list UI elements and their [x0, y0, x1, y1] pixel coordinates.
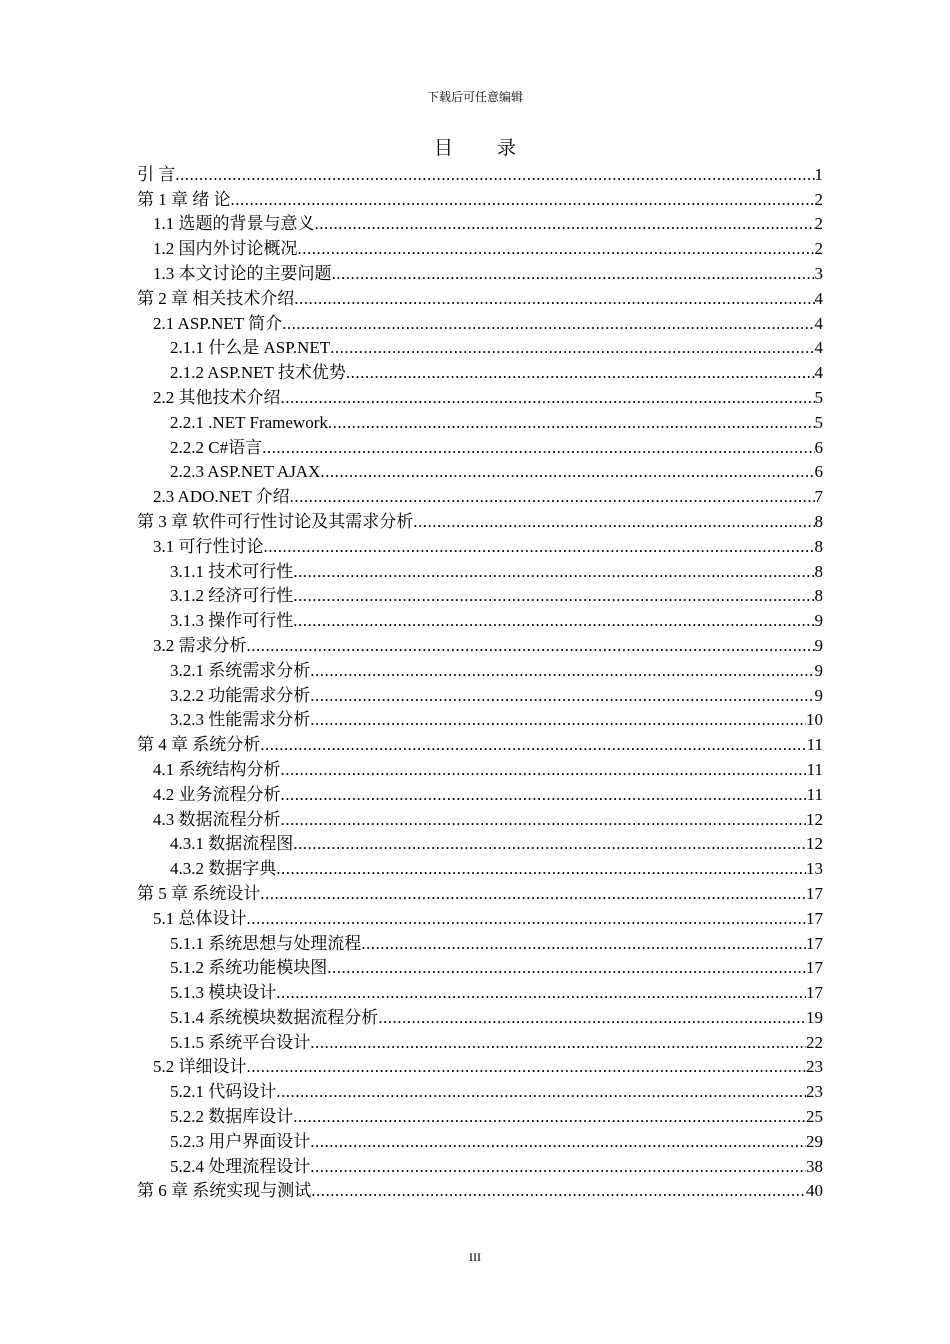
toc-entry[interactable] [137, 1103, 823, 1128]
toc-entry[interactable] [137, 806, 823, 831]
toc-entry[interactable] [137, 905, 823, 930]
toc-entry-label: 4.2 业务流程分析 [153, 784, 281, 804]
toc-entry[interactable] [137, 508, 823, 533]
toc-entry-page: 4 [814, 288, 823, 308]
toc-entry-page: 5 [814, 387, 823, 407]
toc-dot-leader [361, 933, 806, 955]
toc-entry[interactable] [137, 979, 823, 1004]
toc-entry-page: 12 [806, 809, 823, 829]
toc-entry-page: 1 [814, 164, 823, 184]
toc-entry[interactable] [137, 186, 823, 211]
toc-entry-page: 11 [806, 735, 823, 755]
toc-dot-leader [276, 1081, 806, 1103]
toc-entry-label: 2.1.1 什么是 ASP.NET [170, 338, 331, 358]
toc-dot-leader [290, 486, 815, 508]
toc-entry-page: 3 [814, 263, 823, 283]
toc-entry-page: 9 [814, 635, 823, 655]
toc-entry-page: 6 [814, 462, 823, 482]
toc-entry-page: 8 [814, 561, 823, 581]
toc-entry-page: 17 [806, 983, 823, 1003]
toc-entry-page: 9 [814, 611, 823, 631]
toc-dot-leader [328, 412, 815, 434]
toc-entry-label: 5.1.2 系统功能模块图 [170, 958, 328, 978]
table-of-contents [137, 161, 823, 1202]
toc-dot-leader [378, 1007, 806, 1029]
toc-entry[interactable] [137, 880, 823, 905]
toc-entry-label: 引 言 [137, 164, 176, 184]
toc-dot-leader [294, 288, 814, 310]
toc-entry[interactable] [137, 459, 823, 484]
toc-entry[interactable] [137, 1128, 823, 1153]
toc-dot-leader [311, 1180, 806, 1202]
toc-entry-page: 11 [806, 784, 823, 804]
toc-entry-label: 第 2 章 相关技术介绍 [137, 288, 295, 308]
toc-entry-page: 23 [806, 1082, 823, 1102]
toc-entry-label: 2.1.2 ASP.NET 技术优势 [170, 363, 346, 383]
toc-entry[interactable] [137, 335, 823, 360]
toc-entry-label: 2.1 ASP.NET 简介 [153, 313, 283, 333]
toc-entry-label: 4.3.2 数据字典 [170, 859, 277, 879]
toc-entry-page: 9 [814, 660, 823, 680]
toc-entry-page: 4 [814, 338, 823, 358]
toc-entry-label: 5.2.3 用户界面设计 [170, 1131, 311, 1151]
toc-entry-label: 4.3 数据流程分析 [153, 809, 281, 829]
toc-dot-leader [293, 610, 814, 632]
toc-dot-leader [332, 263, 815, 285]
toc-entry[interactable] [137, 211, 823, 236]
toc-entry-page: 13 [806, 859, 823, 879]
toc-entry-page: 38 [806, 1156, 823, 1176]
toc-entry-label: 1.3 本文讨论的主要问题 [153, 263, 332, 283]
toc-dot-leader [262, 437, 814, 459]
toc-entry-page: 9 [814, 685, 823, 705]
toc-dot-leader [231, 189, 815, 211]
toc-dot-leader [281, 387, 815, 409]
toc-entry-page: 10 [806, 710, 823, 730]
toc-dot-leader [310, 709, 806, 731]
toc-entry[interactable] [137, 1054, 823, 1079]
toc-entry-page: 8 [814, 511, 823, 531]
toc-entry[interactable] [137, 855, 823, 880]
toc-entry-page: 8 [814, 586, 823, 606]
toc-dot-leader [330, 337, 814, 359]
toc-entry[interactable] [137, 632, 823, 657]
toc-entry-label: 5.2.2 数据库设计 [170, 1107, 294, 1127]
toc-dot-leader [293, 833, 806, 855]
toc-dot-leader [293, 1106, 806, 1128]
toc-entry-label: 5.1 总体设计 [153, 908, 247, 928]
toc-entry-label: 3.1.3 操作可行性 [170, 611, 294, 631]
toc-entry[interactable] [137, 1153, 823, 1178]
toc-entry[interactable] [137, 285, 823, 310]
toc-entry-label: 第 6 章 系统实现与测试 [137, 1181, 312, 1201]
toc-entry-label: 5.2.1 代码设计 [170, 1082, 277, 1102]
toc-entry-label: 第 1 章 绪 论 [137, 189, 231, 209]
toc-entry-page: 17 [806, 933, 823, 953]
toc-entry[interactable] [137, 359, 823, 384]
toc-entry[interactable] [137, 384, 823, 409]
toc-entry-page: 4 [814, 363, 823, 383]
toc-entry-page: 17 [806, 908, 823, 928]
toc-title-left: 目 [433, 138, 453, 159]
toc-dot-leader [281, 759, 807, 781]
toc-entry[interactable] [137, 483, 823, 508]
toc-entry[interactable] [137, 756, 823, 781]
toc-entry[interactable] [137, 409, 823, 434]
toc-entry-label: 5.2.4 处理流程设计 [170, 1156, 311, 1176]
toc-entry[interactable] [137, 434, 823, 459]
toc-entry-page: 2 [814, 189, 823, 209]
toc-entry[interactable] [137, 583, 823, 608]
toc-dot-leader [281, 784, 807, 806]
toc-dot-leader [327, 957, 806, 979]
toc-entry[interactable] [137, 161, 823, 186]
toc-dot-leader [260, 883, 806, 905]
toc-entry[interactable] [137, 1178, 823, 1203]
toc-dot-leader [276, 858, 806, 880]
toc-entry-label: 第 4 章 系统分析 [137, 735, 261, 755]
toc-entry-label: 4.1 系统结构分析 [153, 759, 281, 779]
toc-entry-label: 2.2 其他技术介绍 [153, 387, 281, 407]
toc-entry-page: 5 [814, 412, 823, 432]
toc-dot-leader [264, 536, 815, 558]
toc-entry-label: 1.1 选题的背景与意义 [153, 214, 315, 234]
toc-entry-page: 12 [806, 834, 823, 854]
toc-entry-page: 6 [814, 437, 823, 457]
toc-entry-label: 5.2 详细设计 [153, 1057, 247, 1077]
toc-entry-label: 2.2.3 ASP.NET AJAX [170, 462, 321, 482]
toc-entry-page: 7 [814, 487, 823, 507]
toc-entry-label: 5.1.4 系统模块数据流程分析 [170, 1007, 379, 1027]
toc-entry-label: 4.3.1 数据流程图 [170, 834, 294, 854]
toc-entry-label: 5.1.3 模块设计 [170, 983, 277, 1003]
toc-entry-page: 17 [806, 883, 823, 903]
toc-entry[interactable] [137, 235, 823, 260]
toc-entry-label: 2.2.1 .NET Framework [170, 412, 328, 432]
toc-entry-page: 19 [806, 1007, 823, 1027]
toc-entry-label: 3.1.2 经济可行性 [170, 586, 294, 606]
toc-title [0, 137, 950, 161]
toc-dot-leader [281, 809, 807, 831]
toc-title-right: 录 [497, 138, 517, 159]
toc-entry-page: 2 [814, 214, 823, 234]
toc-entry[interactable] [137, 558, 823, 583]
toc-entry-label: 1.2 国内外讨论概况 [153, 239, 298, 259]
toc-dot-leader [310, 660, 814, 682]
toc-entry-label: 3.2.2 功能需求分析 [170, 685, 311, 705]
toc-entry[interactable] [137, 682, 823, 707]
toc-dot-leader [346, 362, 815, 384]
toc-entry[interactable] [137, 955, 823, 980]
toc-dot-leader [298, 238, 815, 260]
toc-entry-page: 23 [806, 1057, 823, 1077]
toc-entry-label: 第 3 章 软件可行性讨论及其需求分析 [137, 511, 414, 531]
toc-entry-page: 17 [806, 958, 823, 978]
toc-entry[interactable] [137, 731, 823, 756]
toc-entry[interactable] [137, 1004, 823, 1029]
page-number: III [469, 1250, 481, 1264]
toc-dot-leader [247, 635, 815, 657]
toc-entry-page: 22 [806, 1032, 823, 1052]
toc-entry[interactable] [137, 707, 823, 732]
toc-entry-page: 11 [806, 759, 823, 779]
toc-entry[interactable] [137, 657, 823, 682]
toc-dot-leader [282, 313, 814, 335]
toc-dot-leader [260, 734, 806, 756]
toc-dot-leader [276, 982, 806, 1004]
toc-entry-page: 40 [806, 1181, 823, 1201]
toc-entry-label: 2.2.2 C#语言 [170, 437, 263, 457]
toc-entry[interactable] [137, 930, 823, 955]
toc-entry-label: 3.2 需求分析 [153, 635, 247, 655]
toc-entry[interactable] [137, 607, 823, 632]
toc-dot-leader [310, 685, 814, 707]
toc-dot-leader [175, 164, 814, 186]
toc-entry-label: 3.2.1 系统需求分析 [170, 660, 311, 680]
toc-dot-leader [247, 908, 807, 930]
toc-dot-leader [310, 1156, 806, 1178]
toc-entry-page: 25 [806, 1107, 823, 1127]
toc-entry-label: 第 5 章 系统设计 [137, 883, 261, 903]
toc-dot-leader [293, 561, 814, 583]
toc-entry[interactable] [137, 1029, 823, 1054]
toc-entry[interactable] [137, 1078, 823, 1103]
toc-entry[interactable] [137, 310, 823, 335]
toc-entry[interactable] [137, 533, 823, 558]
toc-entry-label: 3.1 可行性讨论 [153, 536, 264, 556]
toc-entry[interactable] [137, 781, 823, 806]
header-note: 下载后可任意编辑 [426, 90, 523, 104]
toc-entry-label: 2.3 ADO.NET 介绍 [153, 487, 290, 507]
toc-dot-leader [310, 1032, 806, 1054]
toc-entry[interactable] [137, 260, 823, 285]
toc-entry-label: 5.1.1 系统思想与处理流程 [170, 933, 362, 953]
toc-dot-leader [247, 1056, 807, 1078]
toc-entry-page: 4 [814, 313, 823, 333]
toc-dot-leader [293, 585, 814, 607]
toc-entry-page: 8 [814, 536, 823, 556]
toc-entry-page: 2 [814, 239, 823, 259]
toc-entry[interactable] [137, 831, 823, 856]
toc-dot-leader [315, 213, 815, 235]
toc-dot-leader [413, 511, 814, 533]
toc-dot-leader [310, 1131, 806, 1153]
toc-dot-leader [320, 461, 814, 483]
toc-entry-label: 3.1.1 技术可行性 [170, 561, 294, 581]
toc-entry-label: 3.2.3 性能需求分析 [170, 710, 311, 730]
toc-entry-page: 29 [806, 1131, 823, 1151]
toc-entry-label: 5.1.5 系统平台设计 [170, 1032, 311, 1052]
